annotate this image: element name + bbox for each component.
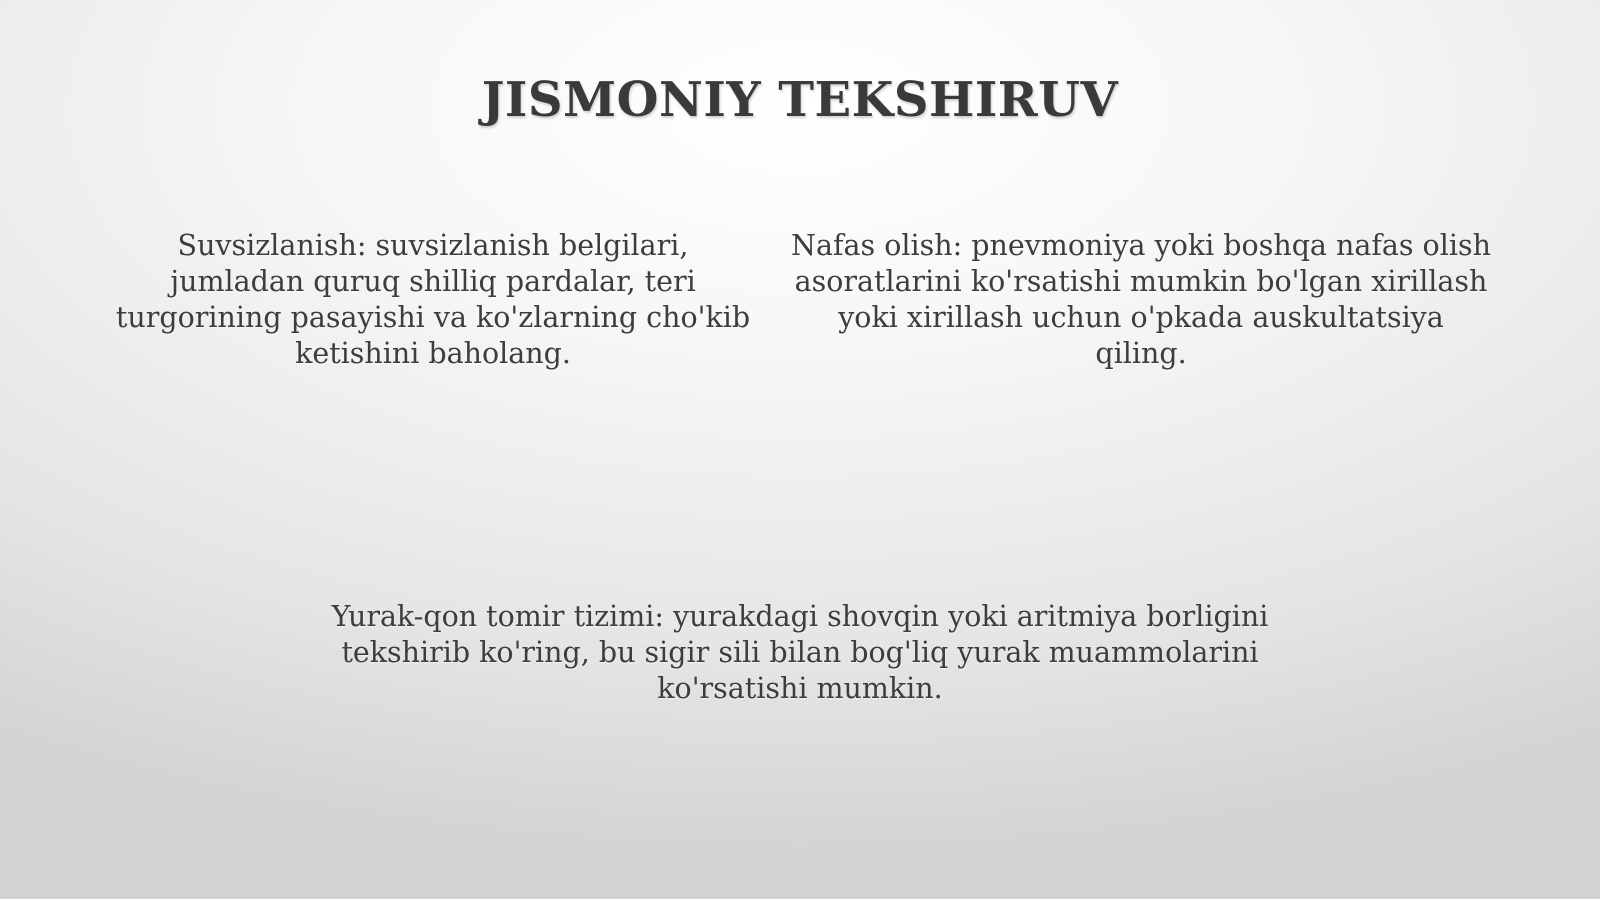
dehydration-text-block: Suvsizlanish: suvsizlanish belgilari, jumladan quruq shilliq pardalar, teri turgorining pasayishi va ko'zlarning cho'kib ketishini baholang.: [115, 229, 751, 370]
slide-title: JISMONIY TEKSHIRUV: [481, 72, 1119, 128]
respiratory-text-block: Nafas olish: pnevmoniya yoki boshqa nafas olish asoratlarini ko'rsatishi mumkin bo'lgan xirillash yoki xirillash uchun o'pkada auskultatsiya qiling.: [791, 229, 1491, 370]
cardiovascular-text-block: Yurak-qon tomir tizimi: yurakdagi shovqin yoki aritmiya borligini tekshirib ko'ring, bu sigir sili bilan bog'liq yurak muammolarini ko'rsatishi mumkin.: [331, 600, 1269, 705]
